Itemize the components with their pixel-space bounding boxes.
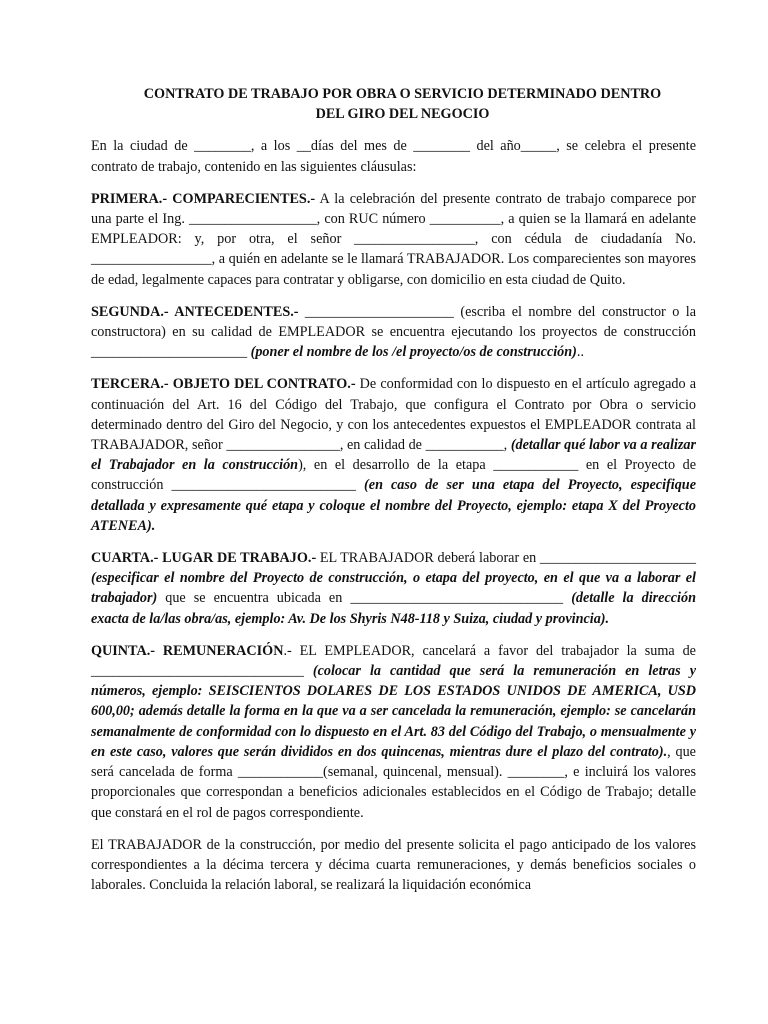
- clause-cuarta-heading: CUARTA.- LUGAR DE TRABAJO.-: [91, 550, 317, 567]
- clause-tercera-text-1: De conformidad con lo dispuesto en el artículo agregado a continuación del Art. 16 del Código del Trabajo, que configura el Contrato por Obra o servicio determinado dentro del Giro del Negocio, y con los antecedentes expuestos el EMPLEADOR contrata al TRABAJADOR, señor ________________, en calidad de ___________,: [91, 376, 696, 454]
- clause-primera-heading: PRIMERA.- COMPARECIENTES.-: [91, 190, 316, 207]
- clause-cuarta-instruction-1: (especificar el nombre del Proyecto de construcción, o etapa del proyecto, en el que va a laborar el trabajador): [91, 570, 696, 607]
- clause-primera: [91, 189, 696, 290]
- clause-tercera-instruction-2: (en caso de ser una etapa del Proyecto, especifique detallada y expresamente qué etapa y coloque el nombre del Proyecto, ejemplo: etapa X del Proyecto ATENEA).: [91, 477, 696, 534]
- clause-segunda-text-2: ..: [576, 344, 584, 361]
- title-line-1: CONTRATO DE TRABAJO POR OBRA O SERVICIO DETERMINADO DENTRO: [143, 86, 662, 102]
- clause-segunda-instruction: (poner el nombre de los /el proyecto/os de construcción): [250, 344, 577, 361]
- clause-segunda-heading: SEGUNDA.- ANTECEDENTES.-: [91, 303, 299, 320]
- clause-quinta-text-1: .- EL EMPLEADOR, cancelará a favor del trabajador la suma de ______________________________: [91, 642, 696, 680]
- clause-tercera-heading: TERCERA.- OBJETO DEL CONTRATO.-: [91, 376, 356, 393]
- intro-paragraph: En la ciudad de ________, a los __días del mes de ________ del año_____, se celebra el presente contrato de trabajo, contenido en las siguientes cláusulas:: [91, 138, 696, 175]
- title-line-2: DEL GIRO DEL NEGOCIO: [315, 106, 490, 123]
- document-title: [91, 84, 696, 124]
- clause-tercera: [91, 374, 696, 536]
- clause-quinta-instruction: (colocar la cantidad que será la remuneración en letras y números, ejemplo: SEISCIENTOS DOLARES DE LOS ESTADOS UNIDOS DE AMERICA, USD 600,00; además detalle la forma en la que va a ser cancelada la remuneración, ejemplo: se cancelarán semanalmente de conformidad con lo dispuesto en el Art. 83 del Código del Trabajo, o mensualmente y en este caso, valores que serán divididos en dos quincenas, mientras dure el plazo del contrato).: [91, 663, 696, 760]
- clause-tercera-instruction-1: (detallar qué labor va a realizar el Trabajador en la construcción: [91, 437, 697, 474]
- clause-cuarta: [91, 548, 696, 629]
- clause-cuarta-instruction-2: (detalle la dirección exacta de la/las obra/as, ejemplo: Av. De los Shyris N48-118 y Suiza, ciudad y provincia).: [91, 590, 696, 627]
- clause-quinta: [91, 641, 696, 823]
- clause-segunda-text-1: _____________________ (escriba el nombre del constructor o la constructora) en su calidad de EMPLEADOR se encuentra ejecutando los proyectos de construcción ______________________: [91, 303, 696, 361]
- final-paragraph: El TRABAJADOR de la construcción, por medio del presente solicita el pago anticipado de los valores correspondientes a la décima tercera y décima cuarta remuneraciones, y demás beneficios sociales o laborales. Concluida la relación laboral, se realizará la liquidación económica: [91, 836, 696, 894]
- clause-cuarta-text-1: EL TRABAJADOR deberá laborar en ______________________: [316, 550, 696, 567]
- clause-segunda: [91, 302, 696, 363]
- clause-primera-text: A la celebración del presente contrato de trabajo comparece por una parte el Ing. __________________, con RUC número __________, a quien se la llamará en adelante EMPLEADOR: y, por otra, el señor _________________, con cédula de ciudadanía No. _________________, a quién en adelante se le llamará TRABAJADOR. Los comparecientes son mayores de edad, legalmente capaces para contratar y obligarse, con domicilio en esta ciudad de Quito.: [91, 190, 696, 288]
- clause-quinta-text-2: , que será cancelada de forma ____________(semanal, quincenal, mensual). ________, e incluirá los valores proporcionales que correspondan a beneficios adicionales establecidos en el Código de Trabajo; detalle que constará en el rol de pagos correspondiente.: [91, 743, 696, 821]
- clause-quinta-heading: QUINTA.- REMUNERACIÓN: [91, 642, 284, 659]
- clause-tercera-text-2: ), en el desarrollo de la etapa ____________ en el Proyecto de construcción __________________________: [91, 457, 697, 494]
- clause-cuarta-text-2: que se encuentra ubicada en ______________________________: [157, 590, 572, 607]
